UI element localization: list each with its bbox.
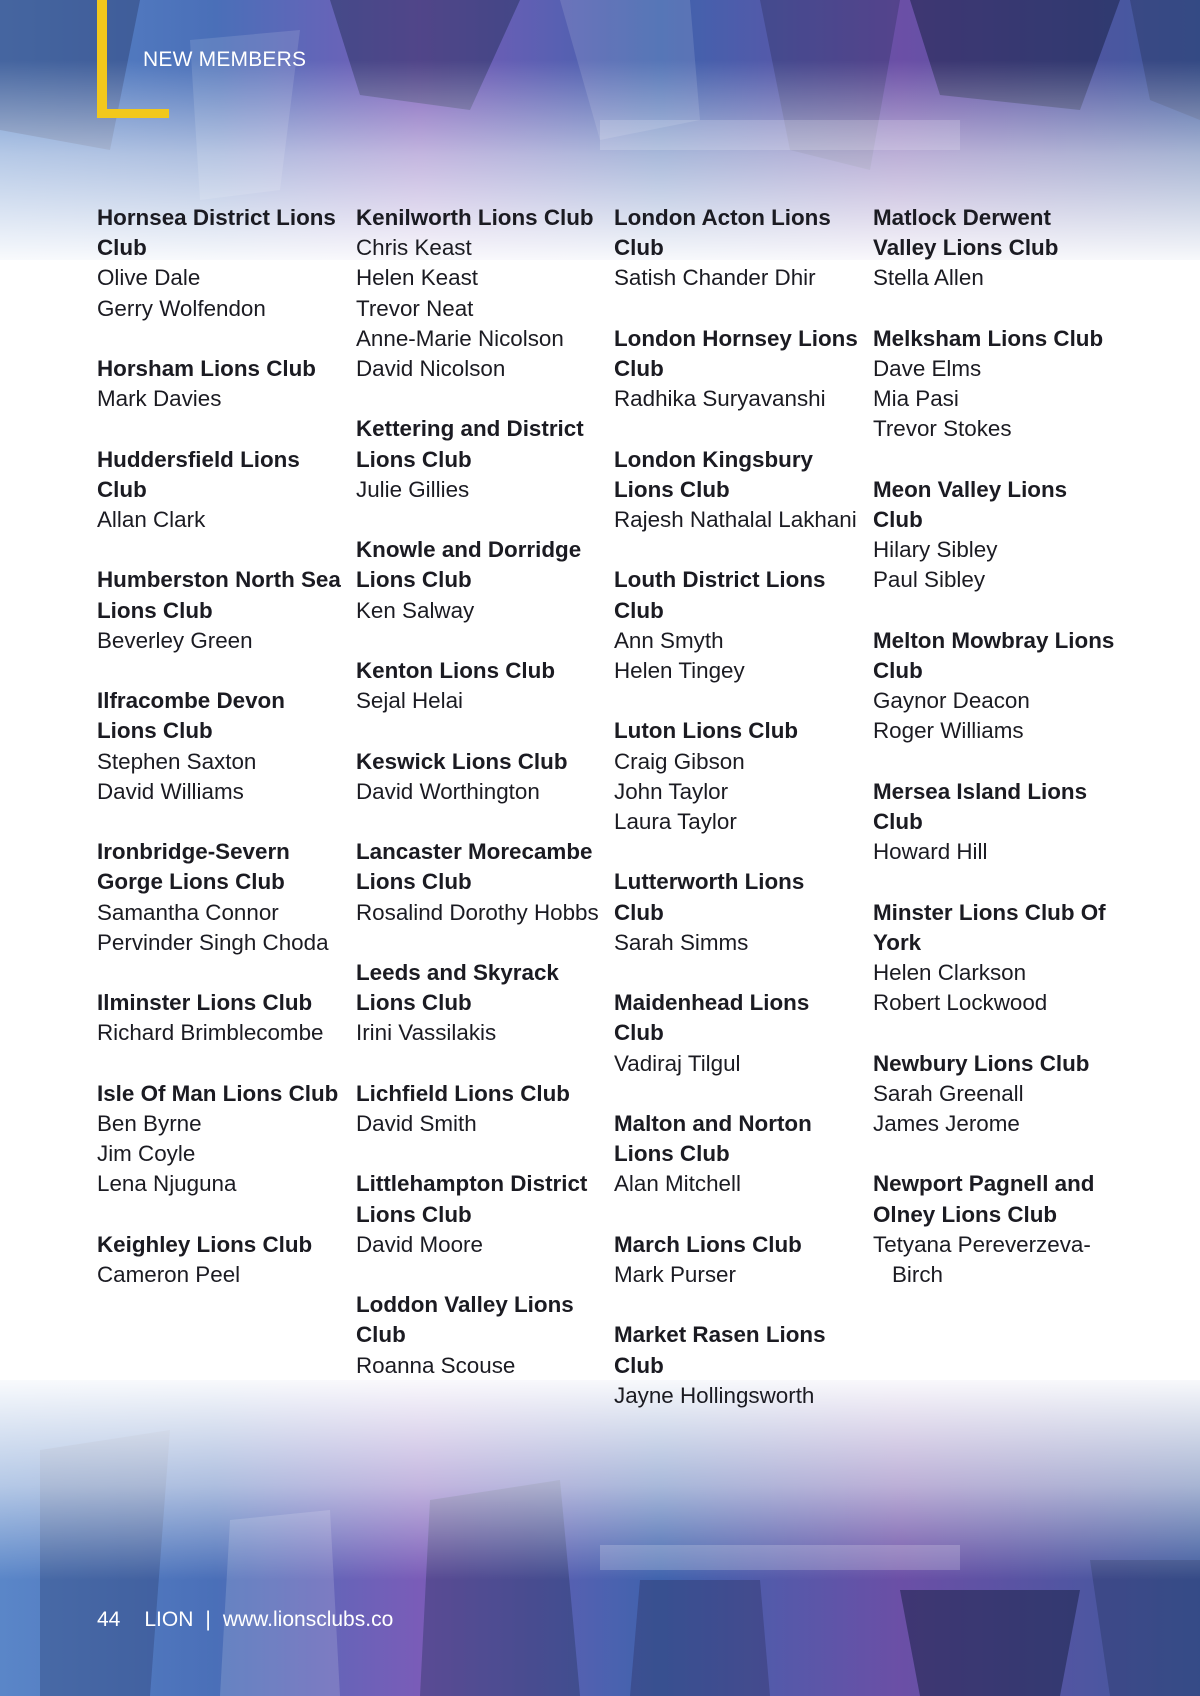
club-name: Kenton Lions Club: [356, 658, 556, 683]
page-number: 44: [97, 1608, 121, 1631]
club-name: Lancaster Morecambe Lions Club: [356, 839, 593, 895]
club-name: Horsham Lions Club: [97, 356, 316, 381]
footer-separator: |: [205, 1608, 211, 1631]
club-name: Keswick Lions Club: [356, 748, 568, 774]
club-entry: [873, 626, 1118, 747]
club-entry: [873, 1049, 1118, 1140]
member-name: Jim Coyle: [97, 1141, 196, 1167]
club-name: Melksham Lions Club: [873, 325, 1104, 351]
column-3: [614, 203, 859, 1441]
club-entry: [97, 354, 342, 414]
club-entry: [873, 898, 1118, 1019]
club-name: Meon Valley Lions Club: [873, 476, 1068, 532]
member-name: Satish Chander Dhir: [614, 265, 816, 291]
club-entry: [97, 565, 342, 656]
club-entry: [614, 565, 859, 686]
member-name: Olive Dale: [97, 265, 201, 291]
club-name: Newport Pagnell and Olney Lions Club: [873, 1171, 1095, 1227]
member-name: David Nicolson: [356, 356, 506, 382]
member-name: Gaynor Deacon: [873, 688, 1030, 714]
member-name: David Moore: [356, 1231, 483, 1257]
member-name: Radhika Suryavanshi: [614, 386, 826, 412]
club-name: Ironbridge-Severn Gorge Lions Club: [97, 839, 290, 895]
club-entry: [356, 837, 601, 928]
club-entry: [356, 535, 601, 626]
member-name: Alan Mitchell: [614, 1171, 741, 1197]
member-name: John Taylor: [614, 778, 729, 804]
club-name: Malton and Norton Lions Club: [614, 1110, 812, 1167]
member-name: Mark Davies: [97, 386, 222, 412]
club-name: Newbury Lions Club: [873, 1050, 1090, 1076]
club-name: Huddersfield Lions Club: [97, 446, 300, 502]
club-entry: [614, 867, 859, 958]
member-name: David Worthington: [356, 778, 540, 804]
column-2: [356, 203, 601, 1411]
club-entry: [356, 1079, 601, 1139]
member-name: Robert Lockwood: [873, 990, 1048, 1016]
club-entry: [614, 988, 859, 1079]
club-entry: [873, 324, 1118, 445]
club-entry: [97, 686, 342, 807]
club-entry: [97, 1230, 342, 1290]
member-name: Ken Salway: [356, 597, 475, 623]
member-name: Pervinder Singh Choda: [97, 929, 329, 955]
member-name: Roanna Scouse: [356, 1352, 516, 1378]
club-entry: [873, 777, 1118, 868]
member-name: Howard Hill: [873, 839, 988, 865]
club-entry: [356, 656, 601, 716]
member-name: Ben Byrne: [97, 1110, 202, 1136]
member-name: Sarah Greenall: [873, 1080, 1024, 1106]
club-name: Kenilworth Lions Club: [356, 205, 594, 230]
member-name: Sejal Helai: [356, 688, 464, 714]
member-name: Trevor Neat: [356, 295, 474, 321]
club-entry: [356, 1290, 601, 1381]
club-entry: [97, 203, 342, 324]
member-name: Craig Gibson: [614, 748, 745, 774]
club-name: Leeds and Skyrack Lions Club: [356, 959, 559, 1016]
column-4: [873, 203, 1118, 1320]
club-name: Luton Lions Club: [614, 718, 799, 744]
club-name: Melton Mowbray Lions Club: [873, 627, 1115, 683]
club-entry: [614, 445, 859, 536]
member-name: Anne-Marie Nicolson: [356, 325, 564, 351]
member-name: Hilary Sibley: [873, 537, 998, 563]
club-name: London Kingsbury Lions Club: [614, 446, 814, 502]
member-name: Dave Elms: [873, 356, 982, 381]
club-entry: [356, 203, 601, 384]
member-name: Samantha Connor: [97, 899, 279, 925]
club-entry: [873, 475, 1118, 596]
member-name: Rajesh Nathalal Lakhani: [614, 507, 857, 532]
magazine-name: LION: [144, 1608, 194, 1631]
club-entry: [97, 1079, 342, 1200]
club-name: Ilfracombe Devon Lions Club: [97, 688, 285, 744]
club-name: Market Rasen Lions Club: [614, 1322, 826, 1378]
club-name: Lichfield Lions Club: [356, 1080, 570, 1106]
member-name: James Jerome: [873, 1111, 1020, 1136]
member-name: Ann Smyth: [614, 627, 724, 653]
club-name: Kettering and District Lions Club: [356, 416, 584, 472]
member-name: Helen Keast: [356, 265, 478, 291]
member-name: Jayne Hollingsworth: [614, 1382, 815, 1408]
member-name: Mark Purser: [614, 1261, 736, 1287]
member-name: Paul Sibley: [873, 567, 986, 593]
club-name: London Hornsey Lions Club: [614, 325, 858, 381]
club-entry: [97, 988, 342, 1048]
member-name: Irini Vassilakis: [356, 1020, 497, 1046]
club-name: Matlock Derwent Valley Lions Club: [873, 205, 1059, 261]
member-name: Cameron Peel: [97, 1261, 241, 1287]
club-name: Isle Of Man Lions Club: [97, 1080, 339, 1106]
club-name: Minster Lions Club Of York: [873, 899, 1106, 955]
club-entry: [614, 1320, 859, 1411]
club-entry: [356, 958, 601, 1049]
club-name: Loddon Valley Lions Club: [356, 1292, 574, 1348]
club-entry: [356, 1169, 601, 1260]
member-name: Sarah Simms: [614, 929, 749, 955]
member-name: Richard Brimblecombe: [97, 1020, 324, 1046]
club-entry: [356, 414, 601, 505]
member-name: Tetyana Pereverzeva-Birch: [873, 1231, 1091, 1287]
member-name: Lena Njuguna: [97, 1171, 237, 1197]
member-name: Helen Clarkson: [873, 960, 1027, 985]
member-name: Mia Pasi: [873, 386, 959, 412]
club-name: Humberston North Sea Lions Club: [97, 567, 341, 623]
member-name: Laura Taylor: [614, 809, 737, 834]
club-entry: [97, 837, 342, 958]
member-name: Trevor Stokes: [873, 416, 1012, 442]
club-name: Mersea Island Lions Club: [873, 778, 1088, 834]
member-name: Stephen Saxton: [97, 748, 257, 774]
club-name: Lutterworth Lions Club: [614, 869, 805, 925]
member-name: Julie Gillies: [356, 476, 470, 502]
club-entry: [873, 203, 1118, 294]
member-name: Helen Tingey: [614, 658, 745, 683]
club-name: Knowle and Dorridge Lions Club: [356, 537, 582, 593]
club-entry: [614, 1230, 859, 1290]
member-name: Stella Allen: [873, 265, 984, 291]
club-name: Littlehampton District Lions Club: [356, 1171, 588, 1227]
member-name: Rosalind Dorothy Hobbs: [356, 899, 599, 925]
member-name: David Smith: [356, 1110, 477, 1136]
club-entry: [97, 445, 342, 536]
club-entry: [356, 747, 601, 807]
club-name: Hornsea District Lions Club: [97, 205, 336, 261]
section-title: NEW MEMBERS: [143, 48, 307, 71]
member-name: Roger Williams: [873, 718, 1024, 744]
club-name: Ilminster Lions Club: [97, 990, 313, 1016]
website-link[interactable]: www.lionsclubs.co: [222, 1608, 394, 1631]
member-name: Gerry Wolfendon: [97, 295, 266, 321]
member-name: Beverley Green: [97, 627, 253, 653]
member-name: Allan Clark: [97, 507, 206, 532]
member-name: Vadiraj Tilgul: [614, 1050, 741, 1076]
club-name: Keighley Lions Club: [97, 1231, 313, 1257]
member-name: David Williams: [97, 778, 244, 804]
club-entry: [873, 1169, 1118, 1290]
club-entry: [614, 324, 859, 415]
column-1: [97, 203, 342, 1320]
club-name: March Lions Club: [614, 1231, 802, 1257]
club-entry: [614, 716, 859, 837]
club-entry: [614, 203, 859, 294]
club-name: Maidenhead Lions Club: [614, 990, 810, 1046]
page-footer: [97, 1608, 393, 1632]
member-name: Chris Keast: [356, 235, 472, 261]
club-entry: [614, 1109, 859, 1200]
club-name: Louth District Lions Club: [614, 567, 826, 623]
club-name: London Acton Lions Club: [614, 205, 831, 261]
